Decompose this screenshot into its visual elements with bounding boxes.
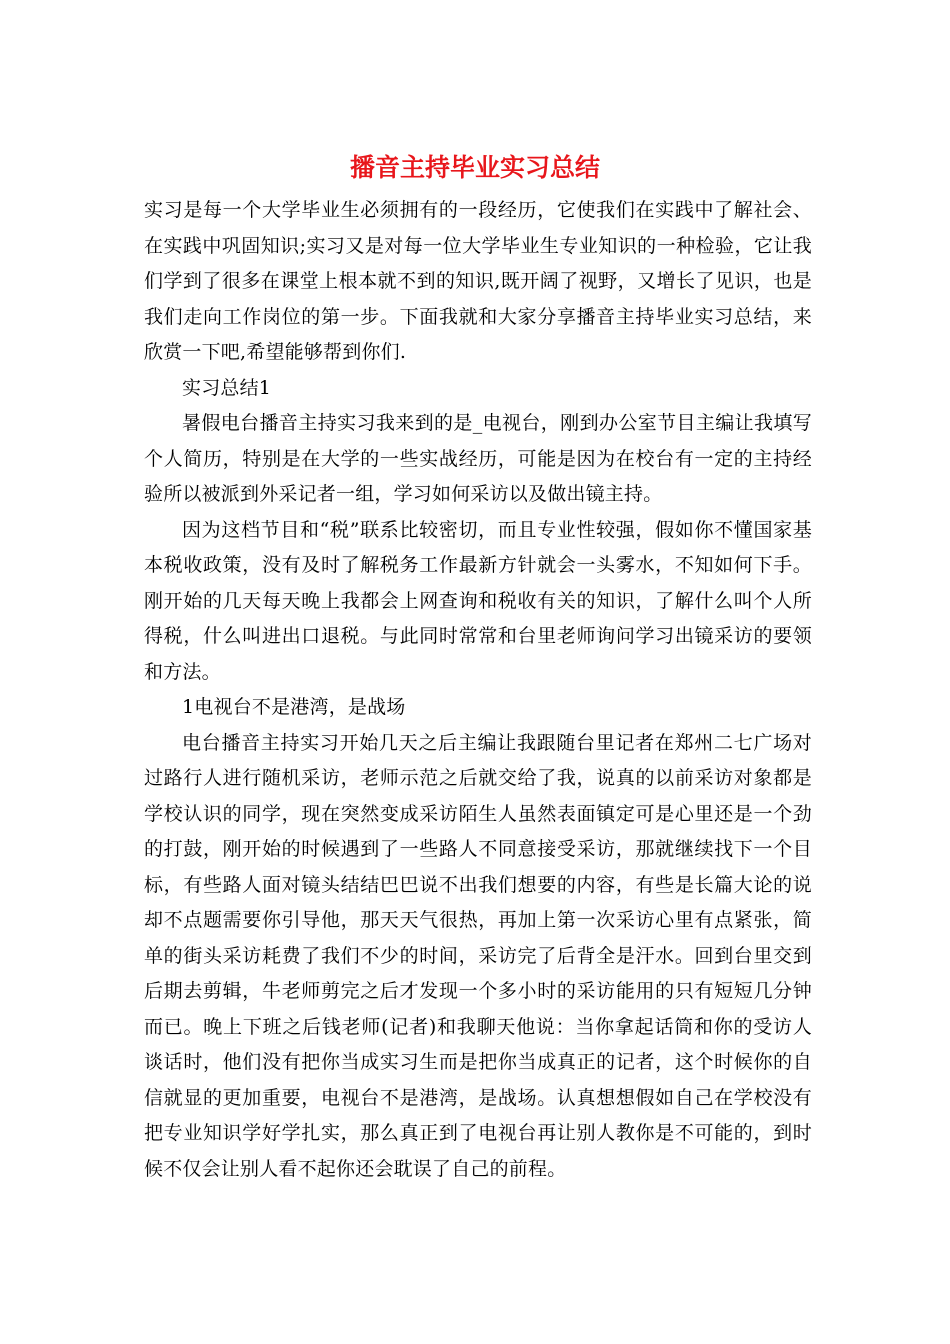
body-paragraph: 因为这档节目和“税”联系比较密切，而且专业性较强，假如你不懂国家基本税收政策，没有及时了解税务工作最新方针就会一头雾水，不知如何下手。刚开始的几天每天晚上我都会上网查询和税收有关的知识，了解什么叫个人所得税，什么叫进出口退税。与此同时常常和台里老师询问学习出镜采访的要领和方法。 (144, 518, 812, 683)
document-title: 播音主持毕业实习总结 (349, 153, 600, 182)
section-heading-summary-1: 实习总结1 (182, 376, 272, 399)
body-paragraph: 电台播音主持实习开始几天之后主编让我跟随台里记者在郑州二七广场对过路行人进行随机采访，老师示范之后就交给了我，说真的以前采访对象都是学校认识的同学，现在突然变成采访陌生人虽然表面镇定可是心里还是一个劲的打鼓，刚开始的时候遇到了一些路人不同意接受采访，那就继续找下一个目标，有些路人面对镜头结结巴巴说不出我们想要的内容，有些是长篇大论的说却不点题需要你引导他，那天天气很热，再加上第一次采访心里有点紧张，简单的街头采访耗费了我们不少的时间，采访完了后背全是汗水。回到台里交到后期去剪辑，牛老师剪完之后才发现一个多小时的采访能用的只有短短几分钟而已。晚上下班之后钱老师(记者)和我聊天他说：当你拿起话筒和你的受访人谈话时，他们没有把你当成实习生而是把你当成真正的记者，这个时候你的自信就显的更加重要，电视台不是港湾，是战场。认真想想假如自己在学校没有把专业知识学好学扎实，那么真正到了电视台再让别人教你是不可能的，到时候不仅会让别人看不起你还会耽误了自己的前程。 (144, 731, 812, 1180)
intro-paragraph: 实习是每一个大学毕业生必须拥有的一段经历，它使我们在实践中了解社会、在实践中巩固知识;实习又是对每一位大学毕业生专业知识的一种检验，它让我们学到了很多在课堂上根本就不到的知识,既开阔了视野，又增长了见识，也是我们走向工作岗位的第一步。下面我就和大家分享播音主持毕业实习总结，来欣赏一下吧,希望能够帮到你们. (144, 199, 812, 363)
body-paragraph: 暑假电台播音主持实习我来到的是_电视台，刚到办公室节目主编让我填写个人简历，特别是在大学的一些实战经历，可能是因为在校台有一定的主持经验所以被派到外采记者一组，学习如何采访以及做出镜主持。 (144, 412, 812, 505)
subheading-tv-station: 1电视台不是港湾，是战场 (182, 696, 406, 718)
document-body (144, 193, 812, 1187)
